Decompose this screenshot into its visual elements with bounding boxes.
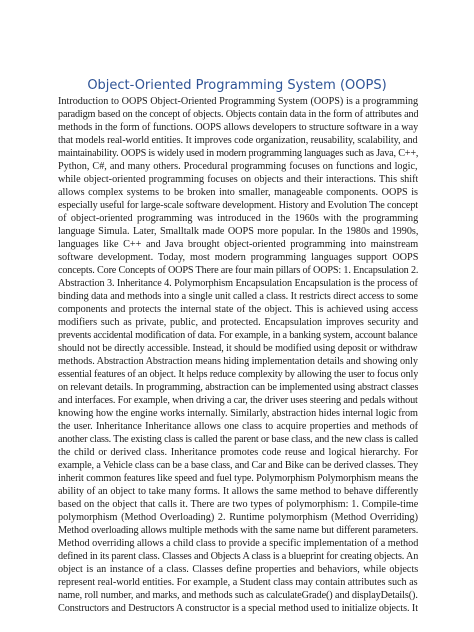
body-line: Python, C#, and many others. Procedural programming focuses on functions and logic, (58, 161, 418, 172)
body-line: and interfaces. For example, when driving a car, the driver uses steering and pedals without (58, 395, 418, 406)
body-line: inherit common features like speed and fuel type. Polymorphism Polymorphism means the (58, 473, 418, 484)
body-line: defined in its parent class. Classes and Objects A class is a blueprint for creating objects. An (58, 551, 418, 562)
body-line: software development. Today, most modern programming languages support OOPS (58, 252, 418, 263)
body-line: paradigm based on the concept of objects. Objects contain data in the form of attributes and (58, 109, 418, 120)
body-line: modifiers such as private, public, and protected. Encapsulation improves security and (58, 317, 418, 328)
body-line: Method overriding allows a child class to provide a specific implementation of a method (58, 538, 418, 549)
body-line: languages like C++ and Java brought object-oriented programming into mainstream (58, 239, 418, 250)
body-line: ability of an object to take many forms. It allows the same method to behave differently (58, 486, 418, 497)
body-line: the user. Inheritance Inheritance allows one class to acquire properties and methods of (58, 421, 418, 432)
body-line: name, roll number, and marks, and methods such as calculateGrade() and displayDetails(). (58, 590, 418, 601)
body-line: knowing how the engine works internally. Similarly, abstraction hides internal logic from (58, 408, 418, 419)
body-line: Method overloading allows multiple methods with the same name but different parameters. (58, 525, 418, 536)
body-line: the child or derived class. Inheritance promotes code reuse and logical hierarchy. For (58, 447, 418, 458)
body-line: binding data and methods into a single unit called a class. It restricts direct access to some (58, 291, 418, 302)
body-line: example, a Vehicle class can be a base class, and Car and Bike can be derived classes. They (58, 460, 418, 471)
body-line: concepts. Core Concepts of OOPS There are four main pillars of OOPS: 1. Encapsulation 2. (58, 265, 418, 276)
body-line: maintainability. OOPS is widely used in modern programming languages such as Java, C++, (58, 148, 418, 159)
document-body (58, 95, 418, 615)
body-line: Abstraction 3. Inheritance 4. Polymorphism Encapsulation Encapsulation is the process of (58, 278, 418, 289)
body-line: polymorphism (Method Overloading) 2. Runtime polymorphism (Method Overriding) (58, 512, 418, 523)
document-title: Object-Oriented Programming System (OOPS) (87, 78, 387, 93)
body-line: that models real-world entities. It improves code organization, reusability, scalability, and (58, 135, 418, 146)
body-line: especially useful for large-scale software development. History and Evolution The concept (58, 200, 418, 211)
body-line: methods. Abstraction Abstraction means hiding implementation details and showing only (58, 356, 418, 367)
body-line: based on the object that calls it. There are two types of polymorphism: 1. Compile-time (58, 499, 418, 510)
body-line: another class. The existing class is called the parent or base class, and the new class is called (58, 434, 418, 445)
body-line: represent real-world entities. For example, a Student class may contain attributes such as (58, 577, 418, 588)
body-line: essential features of an object. It helps reduce complexity by allowing the user to focus only (58, 369, 418, 380)
body-line: methods in the form of functions. OOPS allows developers to structure software in a way (58, 122, 418, 133)
body-line: object is an instance of a class. Classes define properties and behaviors, while objects (58, 564, 418, 575)
body-line: Introduction to OOPS Object-Oriented Programming System (OOPS) is a programming (58, 96, 418, 107)
body-line: on relevant details. In programming, abstraction can be implemented using abstract classes (58, 382, 418, 393)
body-line: language Simula. Later, Smalltalk made OOPS more popular. In the 1980s and 1990s, (58, 226, 418, 237)
body-line: while object-oriented programming focuses on objects and their interactions. This shift (58, 174, 418, 185)
body-line: allows complex systems to be broken into smaller, manageable components. OOPS is (58, 187, 418, 198)
body-line: Constructors and Destructors A constructor is a special method used to initialize objects. It (58, 603, 418, 614)
body-line: prevents accidental modification of data. For example, in a banking system, account balance (58, 330, 418, 341)
body-line: components and protects the internal state of the object. This is achieved using access (58, 304, 418, 315)
body-line: should not be directly accessible. Instead, it should be modified using deposit or withdraw (58, 343, 418, 354)
body-line: of object-oriented programming was introduced in the 1960s with the programming (58, 213, 418, 224)
